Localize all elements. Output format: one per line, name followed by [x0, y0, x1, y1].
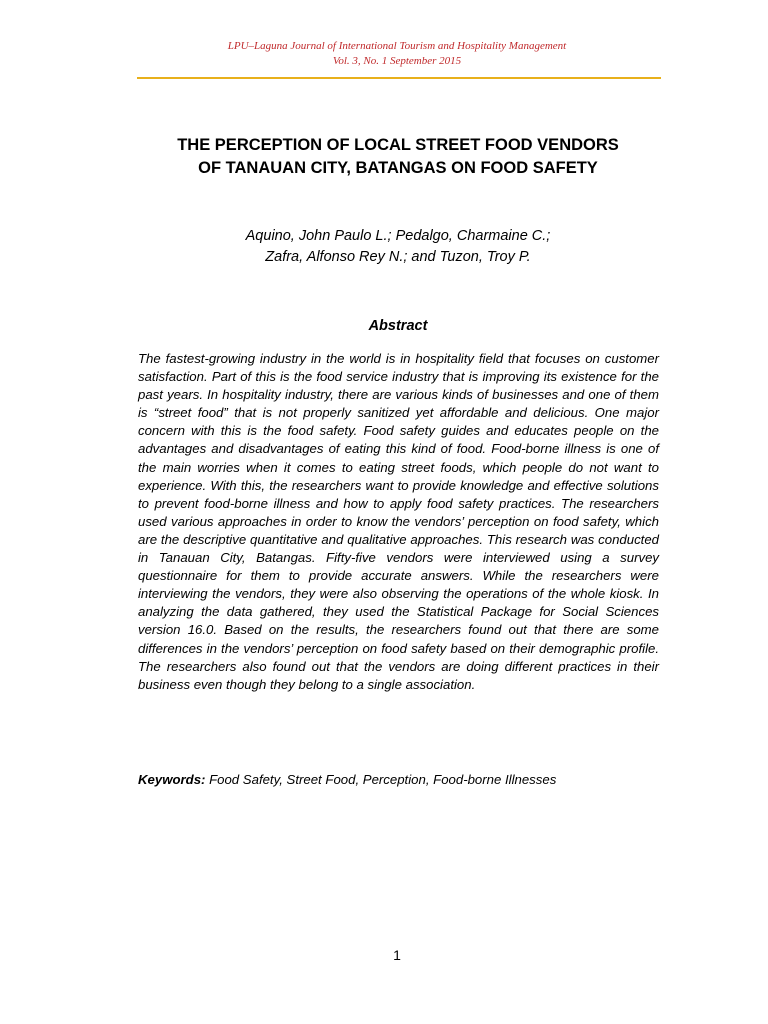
journal-header	[0, 39, 768, 69]
journal-name: LPU–Laguna Journal of International Tourism and Hospitality Management	[227, 40, 567, 52]
keywords-label: Keywords:	[138, 772, 206, 787]
title-line-1: THE PERCEPTION OF LOCAL STREET FOOD VENDORS	[177, 136, 619, 154]
journal-issue: Vol. 3, No. 1 September 2015	[332, 55, 462, 67]
abstract-body: The fastest-growing industry in the world is in hospitality field that focuses on customer satisfaction. Part of this is the food service industry that is improving its existence for the past years. In hospitality industry, there are various kinds of businesses and one of them is “street food” that is not properly sanitized yet affordable and delicious. One major concern with this is the food safety. Food safety guides and educates people on the advantages and disadvantages of eating this kind of food. Food-borne illness is one of the main worries when it comes to eating street foods, which people do not want to experience. With this, the researchers want to provide knowledge and effective solutions to prevent food-borne illness and how to apply food safety practices. The researchers used various approaches in order to know the vendors’ perception on food safety, which are the descriptive quantitative and qualitative approaches. This research was conducted in Tanauan City, Batangas. Fifty-five vendors were interviewed using a survey questionnaire for them to provide accurate answers. While the researchers were interviewing the vendors, they were also observing the operations of the whole kiosk. In analyzing the data gathered, they used the Statistical Package for Social Sciences version 16.0. Based on the results, the researchers found out that there are some differences in the vendors’ perception on food safety based on their demographic profile. The researchers also found out that the vendors are doing different practices in their business even though they belong to a single association.	[138, 351, 659, 692]
authors-line-2: Zafra, Alfonso Rey N.; and Tuzon, Troy P.	[265, 249, 531, 265]
keywords-text: Food Safety, Street Food, Perception, Food-borne Illnesses	[205, 772, 557, 787]
paper-title	[100, 134, 696, 180]
authors-line-1: Aquino, John Paulo L.; Pedalgo, Charmaine C.;	[245, 228, 551, 244]
title-line-2: OF TANAUAN CITY, BATANGAS ON FOOD SAFETY	[198, 159, 598, 177]
author-list	[100, 226, 696, 268]
abstract-heading: Abstract	[368, 318, 428, 334]
header-divider	[137, 77, 661, 79]
page-number: 1	[393, 947, 401, 963]
keywords-line	[138, 770, 698, 789]
